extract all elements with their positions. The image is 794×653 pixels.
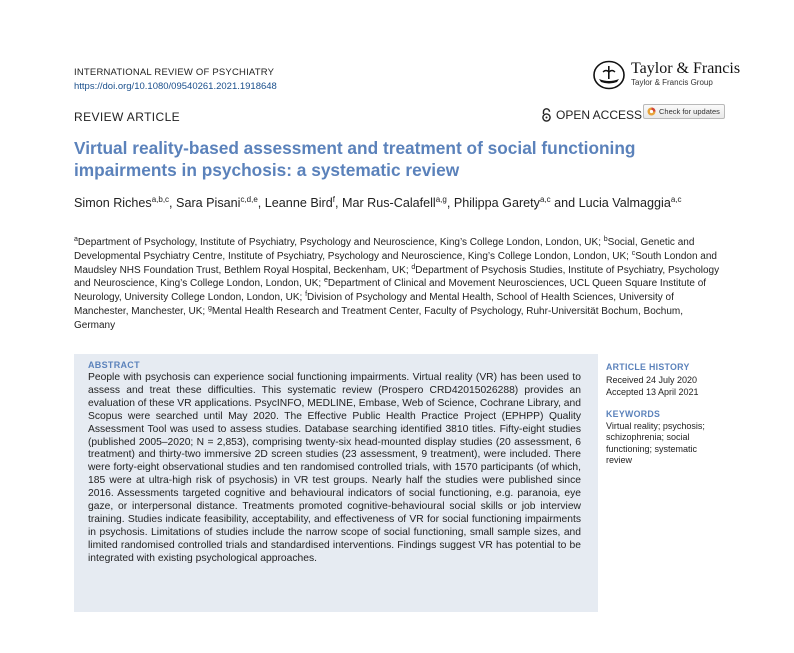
author-affiliation-marker: a,c [670, 195, 682, 204]
check-updates-icon [647, 107, 656, 116]
affiliation-text: Department of Psychology, Institute of Psychiatry, Psychology and Neuroscience, King’s College London, London, UK; [77, 237, 604, 248]
abstract-heading: ABSTRACT [88, 360, 140, 370]
open-lock-icon [541, 108, 552, 122]
affiliation-marker: b [603, 236, 608, 243]
journal-name: INTERNATIONAL REVIEW OF PSYCHIATRY [74, 67, 275, 78]
author-name: Philippa Garety [453, 196, 540, 210]
author-name: Mar Rus-Calafell [341, 196, 436, 210]
abstract-text: People with psychosis can experience social functioning impairments. Virtual reality (VR) has been used to assess and treat these difficulties. This systematic review (Prospero CRD42015026288) provides an evaluation of these VR applications. PsycINFO, MEDLINE, Embase, Web of Science, Cochrane Library, and Scopus were searched until May 2020. The Effective Public Health Practice Project (EPHPP) Quality Assessment Tool was used to assess studies. Database searching identified 3810 titles. Fifty-eight studies (published 2005–2020; N = 2,853), comprising twenty-six head-mounted display studies (20 assessment, 6 treatment) and thirty-two immersive 2D screen studies (23 assessment, 9 treatment), were included. There were forty-eight observational studies and ten randomised controlled trials, with 1570 participants (of which, 185 were at ultra-high risk of psychosis) in VR test groups. Nearly half the studies were published since 2016. Assessments targeted cognitive and behavioural indicators of social functioning, e.g. paranoia, eye gaze, or interpersonal distance. Treatments promoted cognitive-behavioural social skills or job interview training. Studies indicate feasibility, acceptability, and effectiveness of VR for social functioning impairments in psychosis. Limitations of studies include the narrow scope of social functioning, small sample sizes, and limited randomised controlled trials and standardised interventions. Findings suggest VR has potential to be integrated with existing psychological approaches. [88, 372, 581, 564]
author-separator: , [334, 196, 342, 210]
keywords-text: Virtual reality; psychosis; schizophrenia; social functioning; systematic review [606, 421, 705, 466]
article-title: Virtual reality-based assessment and treatment of social functioning impairments in psychosis: a systematic review [74, 138, 636, 180]
check-updates-button[interactable] [643, 104, 725, 119]
publisher-name: Taylor & Francis [631, 60, 741, 77]
affiliation-text: South London and Maudsley NHS Foundation Trust, Bethlem Royal Hospital, Beckenham, UK; [74, 250, 717, 276]
author-list [74, 195, 714, 212]
affiliation-marker: f [305, 291, 308, 299]
affiliation-marker: g [207, 304, 212, 312]
publisher-logo-icon [592, 60, 626, 90]
author-affiliation-marker: a,g [435, 195, 447, 204]
open-access-label: OPEN ACCESS [556, 108, 643, 122]
doi-link[interactable]: https://doi.org/10.1080/09540261.2021.1918648 [74, 81, 277, 92]
author-separator: , [446, 196, 454, 210]
publisher-group: Taylor & Francis Group [631, 78, 713, 87]
author-affiliation-marker: c,d,e [240, 195, 258, 204]
author-name: Leanne Bird [264, 196, 333, 210]
affiliation-marker: a [74, 236, 78, 243]
affiliations [74, 236, 720, 333]
affiliation-text: Social, Genetic and Developmental Psychiatry Centre, Institute of Psychiatry, Psychology and Neuroscience, King’s College London, London, UK; [74, 237, 695, 262]
accepted-date: Accepted 13 April 2021 [606, 387, 699, 397]
author-affiliation-marker: f [332, 195, 335, 204]
check-updates-label: Check for updates [659, 107, 720, 116]
author-affiliation-marker: a,b,c [151, 195, 170, 204]
author-separator: and [550, 196, 579, 210]
affiliation-text: Mental Health Research and Treatment Center, Faculty of Psychology, Ruhr-Universität Bochum, Bochum, Germany [74, 305, 683, 331]
keywords-heading: KEYWORDS [606, 409, 661, 419]
author-separator: , [257, 196, 265, 210]
affiliation-marker: d [411, 263, 416, 271]
article-history-heading: ARTICLE HISTORY [606, 362, 690, 372]
author-name: Sara Pisani [176, 196, 241, 210]
affiliation-text: Department of Psychosis Studies, Institute of Psychiatry, Psychology and Neuroscience, King’s College London, London, UK; [74, 264, 720, 290]
affiliation-marker: e [324, 277, 328, 285]
affiliation-text: Department of Clinical and Movement Neurosciences, UCL Queen Square Institute of Neurology, University College London, London, UK; [74, 278, 707, 304]
article-type: REVIEW ARTICLE [74, 110, 181, 124]
author-name: Simon Riches [74, 196, 152, 210]
affiliation-text: Division of Psychology and Mental Health, School of Health Sciences, University of Manchester, Manchester, UK; [74, 292, 674, 317]
affiliation-marker: c [631, 249, 636, 257]
received-date: Received 24 July 2020 [606, 375, 698, 385]
open-access-badge [541, 108, 642, 122]
author-affiliation-marker: a,c [539, 195, 551, 204]
author-name: Lucia Valmaggia [578, 196, 671, 210]
author-separator: , [169, 196, 177, 210]
